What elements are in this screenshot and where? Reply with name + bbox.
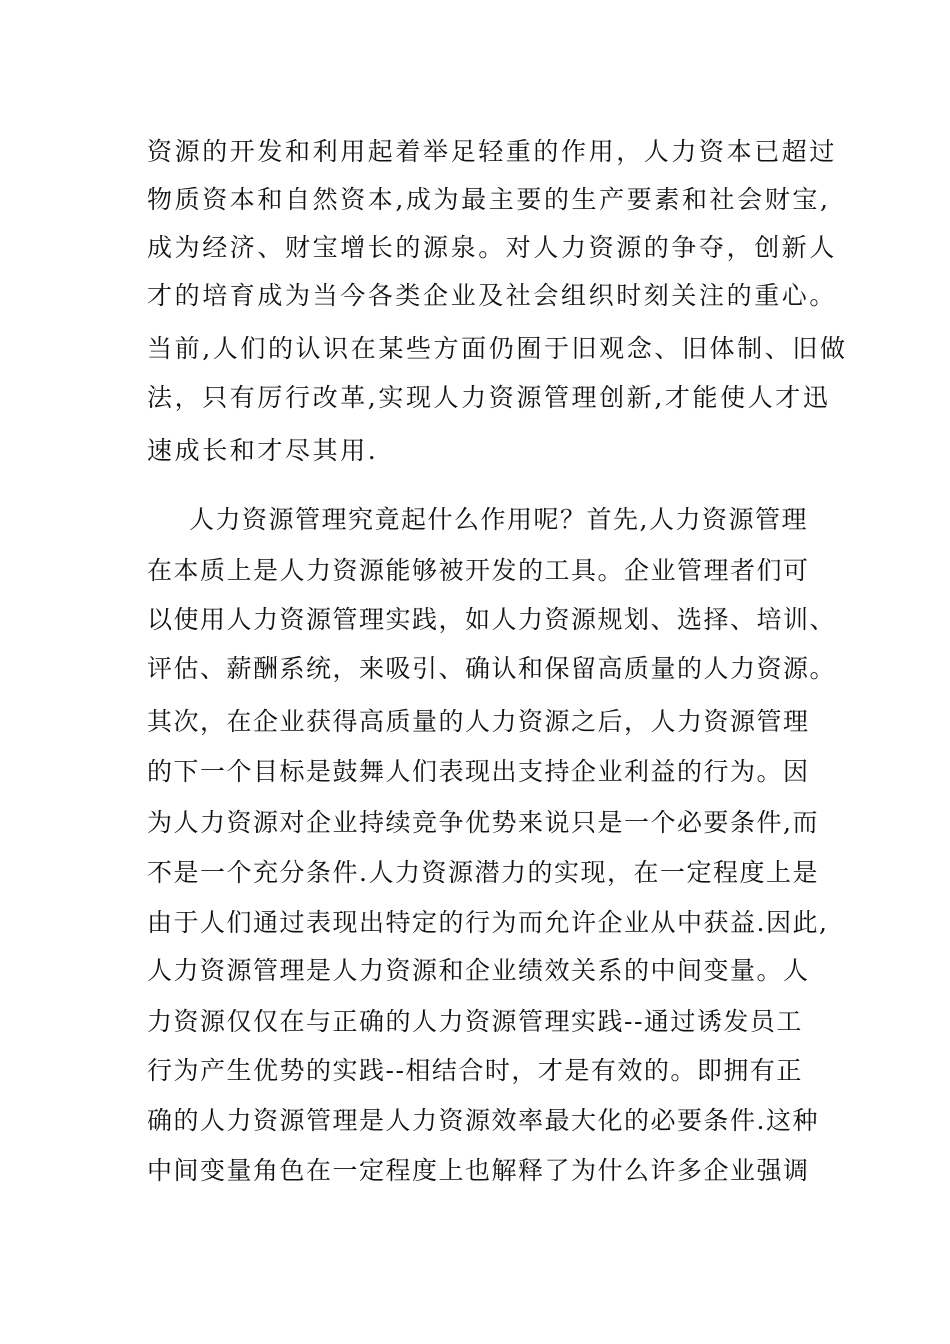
paragraph-line: 以使用人力资源管理实践，如人力资源规划、选择、培训、 xyxy=(147,605,837,634)
paragraph-line: 当前,人们的认识在某些方面仍囿于旧观念、旧体制、旧做 xyxy=(147,334,848,363)
paragraph-line: 资源的开发和利用起着举足轻重的作用，人力资本已超过 xyxy=(147,137,838,166)
paragraph-line: 才的培育成为当今各类企业及社会组织时刻关注的重心。 xyxy=(147,281,838,310)
paragraph-line: 速成长和才尽其用. xyxy=(147,436,379,465)
paragraph-line: 在本质上是人力资源能够被开发的工具。企业管理者们可 xyxy=(147,556,810,585)
paragraph-line: 法，只有厉行改革,实现人力资源管理创新,才能使人才迅 xyxy=(147,383,831,412)
paragraph-line: 力资源仅仅在与正确的人力资源管理实践--通过诱发员工 xyxy=(147,1007,803,1036)
paragraph-line: 中间变量角色在一定程度上也解释了为什么许多企业强调 xyxy=(147,1156,810,1185)
paragraph-line: 确的人力资源管理是人力资源效率最大化的必要条件.这种 xyxy=(147,1106,819,1135)
paragraph-line: 人力资源管理究竟起什么作用呢？首先,人力资源管理 xyxy=(189,505,808,534)
paragraph-line: 不是一个充分条件.人力资源潜力的实现，在一定程度上是 xyxy=(147,858,819,887)
paragraph-line: 评估、薪酬系统，来吸引、确认和保留高质量的人力资源。 xyxy=(147,654,837,683)
paragraph-line: 其次，在企业获得高质量的人力资源之后，人力资源管理 xyxy=(147,707,810,736)
paragraph-line: 物质资本和自然资本,成为最主要的生产要素和社会财宝, xyxy=(147,185,831,214)
paragraph-line: 由于人们通过表现出特定的行为而允许企业从中获益.因此, xyxy=(147,908,829,937)
paragraph-line: 成为经济、财宝增长的源泉。对人力资源的争夺，创新人 xyxy=(147,233,838,262)
paragraph-line: 为人力资源对企业持续竞争优势来说只是一个必要条件,而 xyxy=(147,808,819,837)
paragraph-line: 的下一个目标是鼓舞人们表现出支持企业利益的行为。因 xyxy=(147,757,810,786)
paragraph-line: 人力资源管理是人力资源和企业绩效关系的中间变量。人 xyxy=(147,956,810,985)
paragraph-line: 行为产生优势的实践--相结合时，才是有效的。即拥有正 xyxy=(147,1056,803,1085)
